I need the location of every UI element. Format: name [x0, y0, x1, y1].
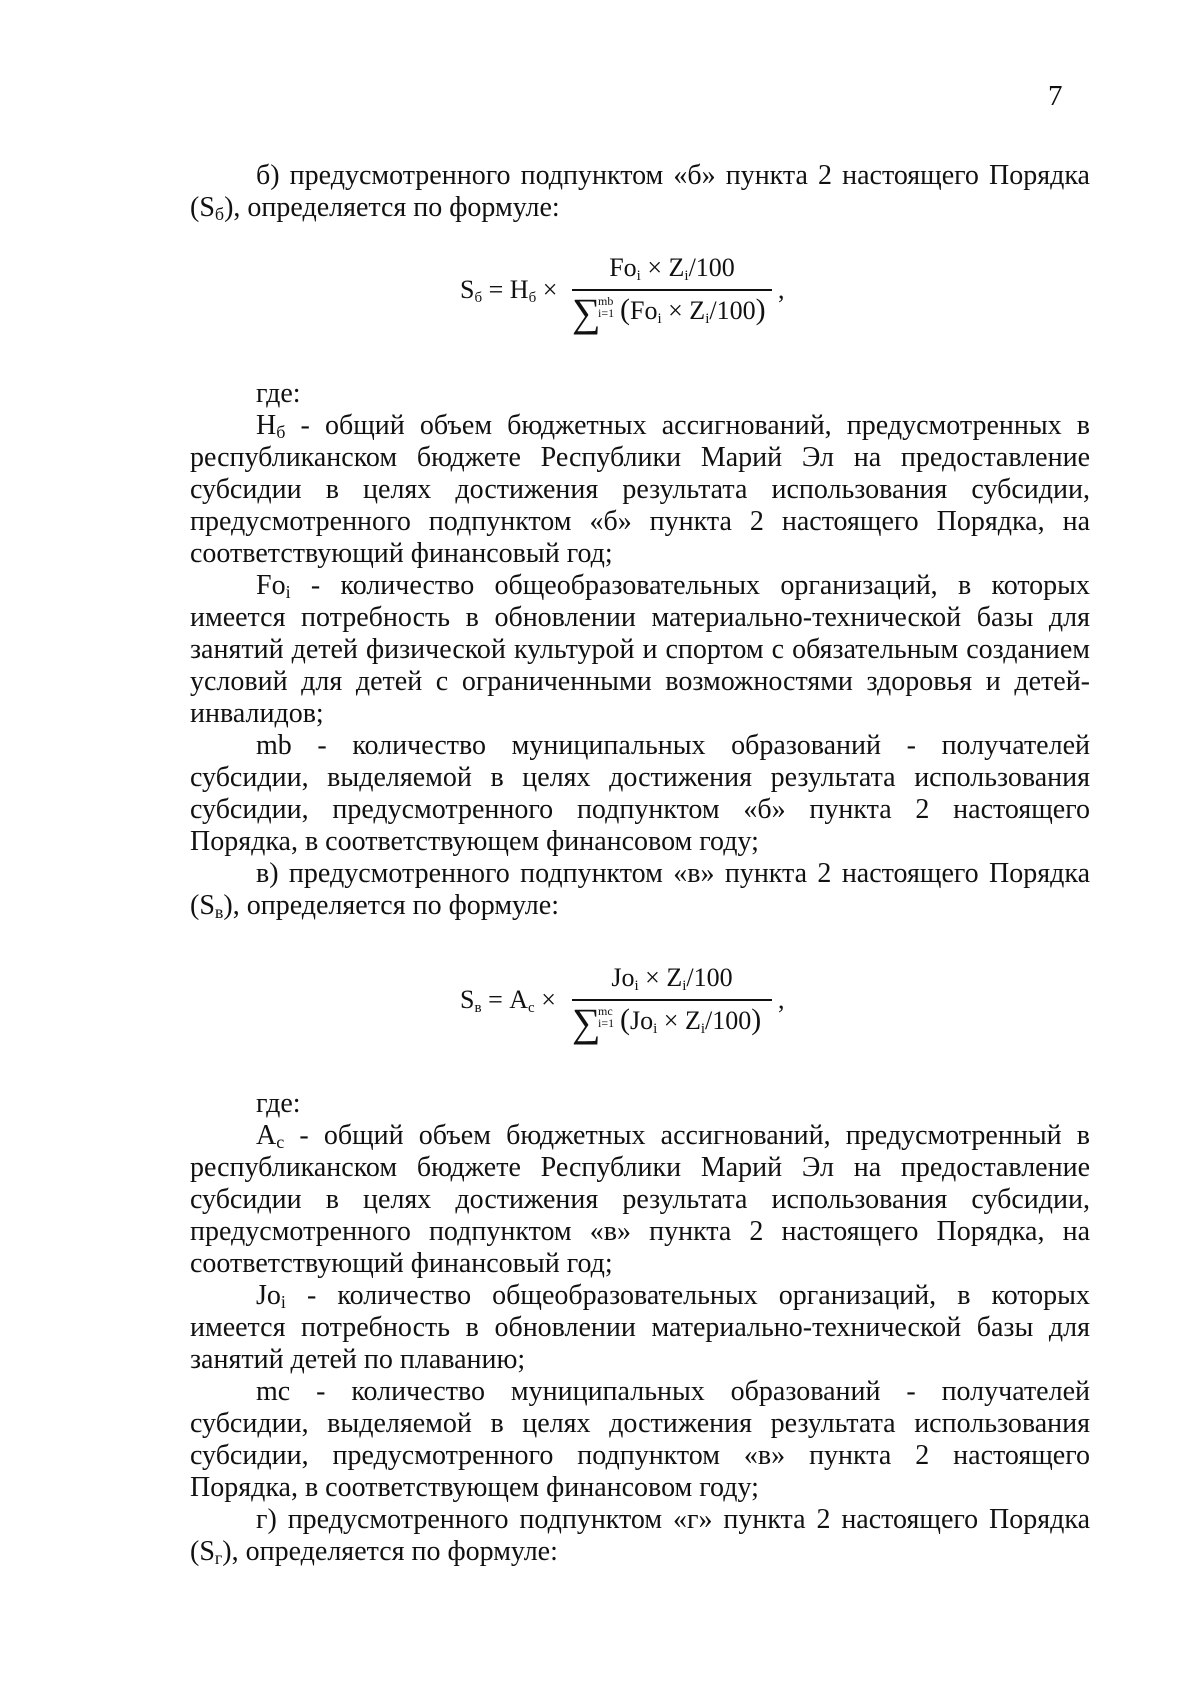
definition-mb: mb - количество муниципальных образований - получателей субсидии, выделяемой в целях достижения результата использования субсидии, предусмотренного подпунктом «б» пункта 2 настоящего Порядка, в соответствующем финансовом году;	[190, 730, 1090, 857]
formula-v-limits: mc i=1	[598, 1004, 615, 1030]
page-number: 7	[1048, 80, 1063, 112]
formula-b-denominator: (Foi × Zi/100)	[620, 293, 766, 327]
section-g-intro: г) предусмотренного подпунктом «г» пункта 2 настоящего Порядка $(S_г)$, определяется по формуле:	[190, 1504, 1090, 1568]
formula-v-lhs: Sв = Ac ×	[460, 985, 556, 1016]
formula-b-sigma: ∑	[572, 290, 601, 335]
section-v-definitions	[190, 1088, 1090, 1568]
formula-v-sigma: ∑	[572, 1000, 601, 1045]
section-b-intro-text: б) предусмотренного подпунктом «б» пункта 2 настоящего Порядка (S	[190, 160, 1090, 223]
formula-b	[460, 255, 820, 345]
section-v-intro: в) предусмотренного подпунктом «в» пункта 2 настоящего Порядка $(S_в)$, определяется по формуле:	[190, 858, 1090, 922]
where-label: где:	[256, 378, 301, 409]
definition-h-b: $H_б$ - общий объем бюджетных ассигнований, предусмотренных в республиканском бюджете Республики Марий Эл на предоставление субсидии в целях достижения результата использования субсидии, предусмотренного подпунктом «б» пункта 2 настоящего Порядка, на соответствующий финансовый год;	[190, 410, 1090, 569]
definition-a-c: $A_c$ - общий объем бюджетных ассигнований, предусмотренный в республиканском бюджете Республики Марий Эл на предоставление субсидии в целях достижения результата использования субсидии, предусмотренного подпунктом «в» пункта 2 настоящего Порядка, на соответствующий финансовый год;	[190, 1120, 1090, 1279]
formula-b-numerator: Foi × Zi/100	[609, 253, 735, 284]
formula-v-fraction-bar	[572, 999, 772, 1001]
formula-b-lhs: Sб = Hб ×	[460, 275, 558, 306]
formula-b-fraction-bar	[572, 289, 772, 291]
formula-v	[460, 965, 820, 1055]
formula-v-numerator: Joi × Zi/100	[611, 963, 733, 994]
definition-jo-i: $Jo_i$ - количество общеобразовательных организаций, в которых имеется потребность в обновлении материально-технической базы для занятий детей по плаванию;	[190, 1280, 1090, 1375]
section-b-definitions	[190, 378, 1090, 922]
where-label: где:	[256, 1088, 301, 1119]
formula-v-denominator: (Joi × Zi/100)	[620, 1003, 762, 1037]
formula-b-comma: ,	[778, 275, 785, 304]
definition-mc: mc - количество муниципальных образований - получателей субсидии, выделяемой в целях достижения результата использования субсидии, предусмотренного подпунктом «в» пункта 2 настоящего Порядка, в соответствующем финансовом году;	[190, 1376, 1090, 1503]
section-b-intro	[190, 160, 1090, 224]
section-b-intro-sub: б	[214, 204, 225, 224]
section-b-intro-suffix: ), определяется по формуле:	[224, 192, 560, 223]
definition-fo-i: $Fo_i$ - количество общеобразовательных организаций, в которых имеется потребность в обновлении материально-технической базы для занятий детей физической культурой и спортом с обязательным созданием условий для детей с ограниченными возможностями здоровья и детей-инвалидов;	[190, 570, 1090, 729]
formula-v-comma: ,	[778, 985, 785, 1014]
formula-b-limits: mb i=1	[598, 294, 615, 320]
